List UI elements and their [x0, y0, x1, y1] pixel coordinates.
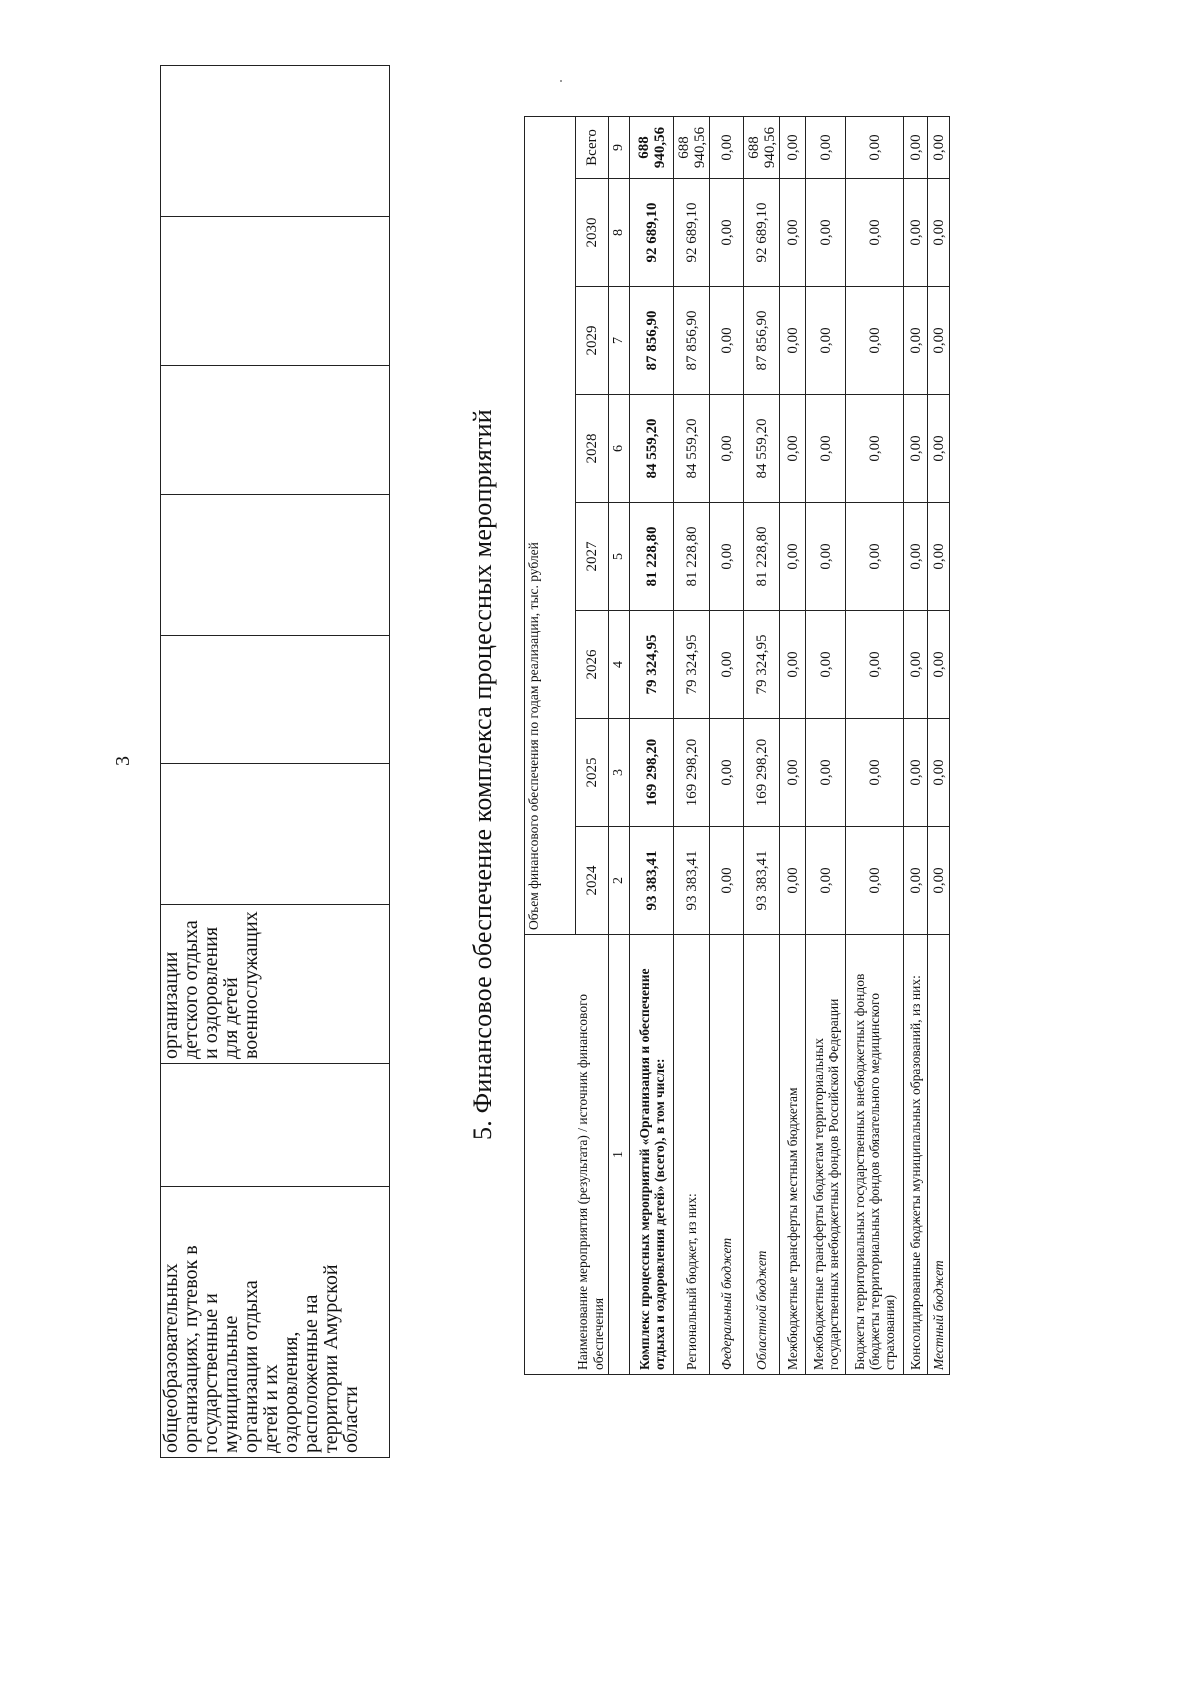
value-cell: 79 324,95	[674, 611, 710, 719]
empty-cell	[161, 1064, 390, 1187]
year-header: 2026	[576, 611, 609, 719]
column-number: 4	[609, 611, 630, 719]
table-row	[928, 117, 950, 1375]
value-cell: 0,00	[806, 719, 846, 827]
year-header: Всего	[576, 117, 609, 179]
page-number: 3	[112, 756, 134, 766]
row-label: Местный бюджет	[928, 935, 950, 1375]
value-cell: 84 559,20	[744, 395, 780, 503]
value-cell: 87 856,90	[744, 287, 780, 395]
table-row	[630, 117, 674, 1375]
value-cell: 92 689,10	[744, 179, 780, 287]
value-cell: 0,00	[780, 719, 806, 827]
column-number: 6	[609, 395, 630, 503]
value-cell: 0,00	[904, 503, 928, 611]
value-cell: 0,00	[780, 287, 806, 395]
value-cell: 0,00	[846, 719, 904, 827]
value-cell: 0,00	[928, 503, 950, 611]
table-row	[674, 117, 710, 1375]
empty-cell	[161, 366, 390, 495]
value-cell: 0,00	[928, 395, 950, 503]
column-number: 1	[609, 935, 630, 1375]
row-label: Комплекс процессных мероприятий «Организация и обеспечение отдыха и оздоровления детей» (всего), в том числе:	[630, 935, 674, 1375]
row-label: Региональный бюджет, из них:	[674, 935, 710, 1375]
year-header: 2025	[576, 719, 609, 827]
continuation-table	[160, 65, 390, 1458]
row-label: Межбюджетные трансферты местным бюджетам	[780, 935, 806, 1375]
value-cell: 0,00	[806, 179, 846, 287]
value-cell: 688 940,56	[744, 117, 780, 179]
value-cell: 0,00	[806, 395, 846, 503]
value-cell: 81 228,80	[674, 503, 710, 611]
value-cell: 84 559,20	[674, 395, 710, 503]
value-cell: 688 940,56	[630, 117, 674, 179]
section-title: 5. Финансовое обеспечение комплекса процессных мероприятий	[468, 409, 497, 1140]
row-label: Бюджеты территориальных государственных внебюджетных фондов (бюджеты территориальных фондов обязательного медицинского страхования)	[846, 935, 904, 1375]
column-number: 7	[609, 287, 630, 395]
value-cell: 0,00	[846, 287, 904, 395]
value-cell: 0,00	[710, 827, 744, 935]
value-cell: 169 298,20	[674, 719, 710, 827]
table-row	[744, 117, 780, 1375]
value-cell: 0,00	[780, 827, 806, 935]
table-row	[904, 117, 928, 1375]
value-cell: 87 856,90	[674, 287, 710, 395]
value-cell: 84 559,20	[630, 395, 674, 503]
value-cell: 0,00	[846, 503, 904, 611]
continuation-cell-recipients: организации детского отдыха и оздоровления для детей военнослужащих	[161, 905, 390, 1064]
value-cell: 0,00	[904, 287, 928, 395]
value-cell: 93 383,41	[630, 827, 674, 935]
value-cell: 0,00	[710, 117, 744, 179]
header-row	[525, 117, 576, 1375]
year-header: 2027	[576, 503, 609, 611]
value-cell: 0,00	[846, 179, 904, 287]
finance-table	[524, 116, 950, 1375]
value-cell: 0,00	[806, 611, 846, 719]
value-cell: 0,00	[846, 395, 904, 503]
value-cell: 0,00	[806, 287, 846, 395]
value-cell: 93 383,41	[744, 827, 780, 935]
table-row	[806, 117, 846, 1375]
value-cell: 93 383,41	[674, 827, 710, 935]
year-header: 2029	[576, 287, 609, 395]
value-cell: 0,00	[904, 395, 928, 503]
value-cell: 0,00	[710, 503, 744, 611]
value-cell: 0,00	[710, 395, 744, 503]
value-cell: 0,00	[904, 827, 928, 935]
empty-cell	[161, 495, 390, 636]
value-cell: 169 298,20	[744, 719, 780, 827]
column-number: 3	[609, 719, 630, 827]
value-cell: 0,00	[780, 179, 806, 287]
column-numbers-row	[609, 117, 630, 1375]
table-row	[780, 117, 806, 1375]
row-label: Межбюджетные трансферты бюджетам территориальных государственных внебюджетных фондов Российской Федерации	[806, 935, 846, 1375]
value-cell: 0,00	[806, 117, 846, 179]
value-cell: 0,00	[780, 503, 806, 611]
value-cell: 92 689,10	[674, 179, 710, 287]
value-cell: 0,00	[710, 719, 744, 827]
table-row	[710, 117, 744, 1375]
value-cell: 0,00	[710, 179, 744, 287]
value-cell: 0,00	[780, 611, 806, 719]
empty-cell	[161, 66, 390, 217]
table-row	[161, 66, 390, 1458]
continuation-cell-description: общеобразовательных организациях, путевок в государственные и муниципальные организации отдыха детей и их оздоровления, расположенные на территории Амурской области	[161, 1187, 390, 1458]
value-cell: 0,00	[710, 611, 744, 719]
value-cell: 0,00	[928, 287, 950, 395]
empty-cell	[161, 217, 390, 366]
year-header: 2030	[576, 179, 609, 287]
value-cell: 0,00	[928, 827, 950, 935]
row-label: Областной бюджет	[744, 935, 780, 1375]
value-cell: 0,00	[846, 827, 904, 935]
column-number: 9	[609, 117, 630, 179]
value-cell: 0,00	[904, 117, 928, 179]
value-cell: 0,00	[904, 719, 928, 827]
row-label: Федеральный бюджет	[710, 935, 744, 1375]
empty-cell	[161, 636, 390, 764]
value-cell: 0,00	[904, 611, 928, 719]
value-cell: 92 689,10	[630, 179, 674, 287]
value-cell: 0,00	[928, 611, 950, 719]
value-cell: 0,00	[780, 117, 806, 179]
value-cell: 0,00	[846, 117, 904, 179]
value-cell: 87 856,90	[630, 287, 674, 395]
table-row	[846, 117, 904, 1375]
value-cell: 0,00	[710, 287, 744, 395]
value-cell: 0,00	[780, 395, 806, 503]
value-cell: 0,00	[846, 611, 904, 719]
value-cell: 688 940,56	[674, 117, 710, 179]
value-cell: 79 324,95	[744, 611, 780, 719]
empty-cell	[161, 764, 390, 905]
value-cell: 169 298,20	[630, 719, 674, 827]
name-column-header: Наименование мероприятия (результата) / источник финансового обеспечения	[525, 935, 609, 1375]
value-cell: 79 324,95	[630, 611, 674, 719]
column-number: 2	[609, 827, 630, 935]
column-number: 5	[609, 503, 630, 611]
year-header: 2028	[576, 395, 609, 503]
value-cell: 0,00	[806, 827, 846, 935]
value-cell: 81 228,80	[744, 503, 780, 611]
value-cell: 0,00	[928, 179, 950, 287]
row-label: Консолидированные бюджеты муниципальных образований, из них:	[904, 935, 928, 1375]
year-header: 2024	[576, 827, 609, 935]
value-cell: 0,00	[928, 117, 950, 179]
value-cell: 0,00	[928, 719, 950, 827]
column-number: 8	[609, 179, 630, 287]
value-cell: 0,00	[806, 503, 846, 611]
volume-header: Объем финансового обеспечения по годам реализации, тыс. рублей	[525, 117, 576, 935]
value-cell: 0,00	[904, 179, 928, 287]
value-cell: 81 228,80	[630, 503, 674, 611]
